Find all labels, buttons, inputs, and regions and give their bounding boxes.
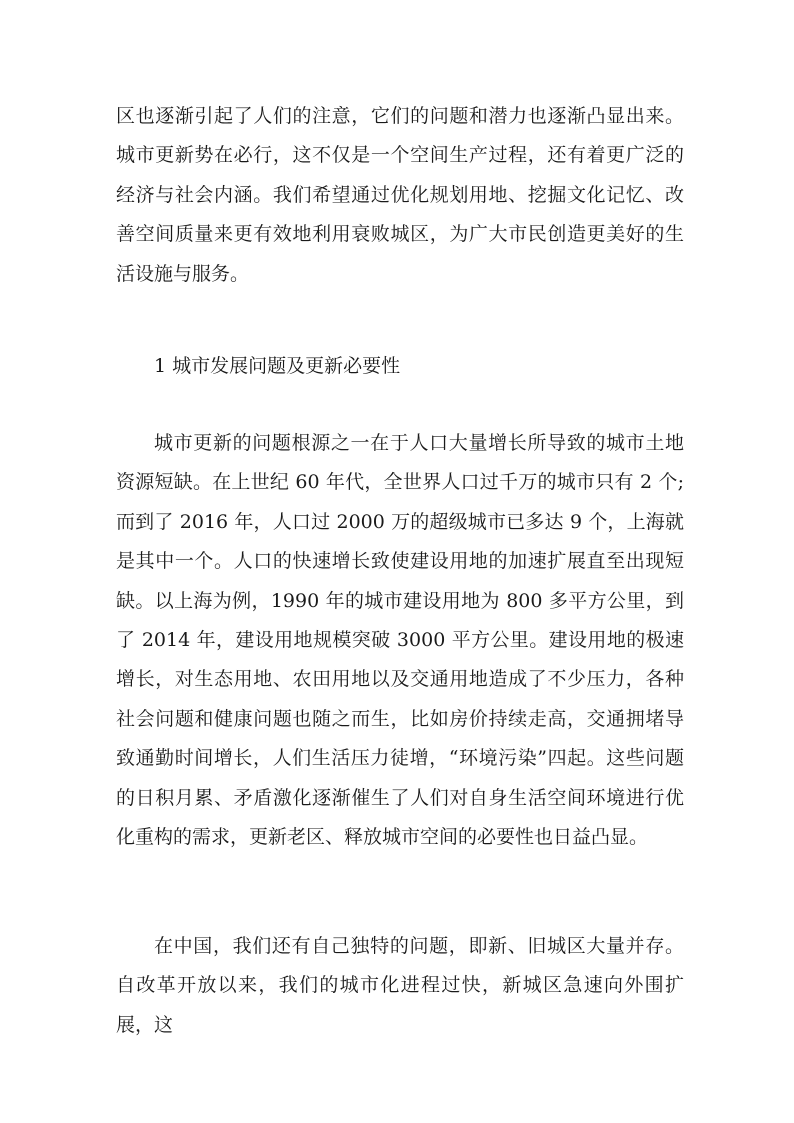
paragraph-text: 区也逐渐引起了人们的注意，它们的问题和潜力也逐渐凸显出来。城市更新势在必行，这不仅是一个空间生产过程，还有着更广泛的经济与社会内涵。我们希望通过优化规划用地、挖掘文化记忆、改善空间质量来更有效地利用衰败城区，为广大市民创造更美好的生活设施与服务。 <box>116 105 684 285</box>
paragraph-continuation <box>116 97 684 294</box>
paragraph-text: 在中国，我们还有自己独特的问题，即新、旧城区大量并存。自改革开放以来，我们的城市化进程过快，新城区急速向外围扩展，这 <box>116 935 684 1036</box>
paragraph-china-context <box>116 927 684 1045</box>
paragraph-land-shortage <box>116 424 684 857</box>
section-heading <box>116 347 684 386</box>
section-heading-text: 1 城市发展问题及更新必要性 <box>154 355 401 377</box>
paragraph-text: 城市更新的问题根源之一在于人口大量增长所导致的城市土地资源短缺。在上世纪 60 年代，全世界人口过千万的城市只有 2 个;而到了 2016 年，人口过 2000 万的超级城市已多达 9 个，上海就是其中一个。人口的快速增长致使建设用地的加速扩展直至出现短缺。以上海为例，1990 年的城市建设用地为 800 多平方公里，到了 2014 年，建设用地规模突破 3000 平方公里。建设用地的极速增长，对生态用地、农田用地以及交通用地造成了不少压力，各种社会问题和健康问题也随之而生，比如房价持续走高，交通拥堵导致通勤时间增长，人们生活压力徒增，“环境污染”四起。这些问题的日积月累、矛盾激化逐渐催生了人们对自身生活空间环境进行优化重构的需求，更新老区、释放城市空间的必要性也日益凸显。 <box>116 432 684 849</box>
